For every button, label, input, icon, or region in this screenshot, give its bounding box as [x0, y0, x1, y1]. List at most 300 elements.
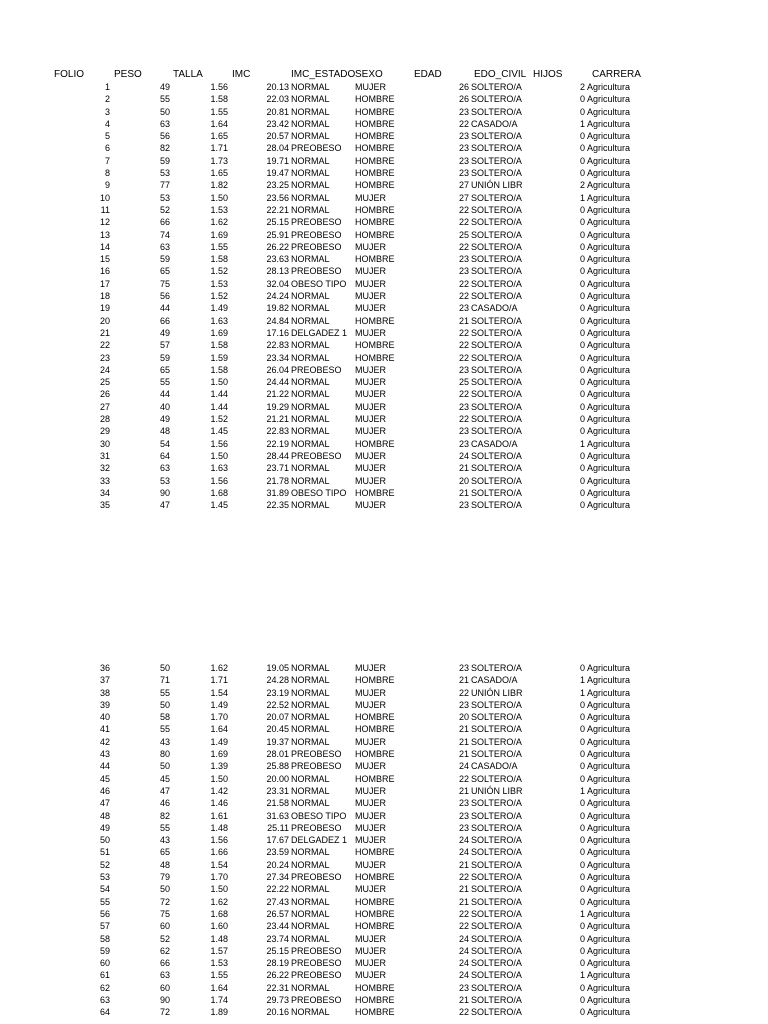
cell-imc-estado: PREOBESO	[291, 822, 342, 833]
cell-carrera: Agricultura	[587, 500, 631, 511]
header-carrera: CARRERA	[592, 69, 641, 80]
cell-carrera: Agricultura	[587, 798, 631, 809]
cell-imc-estado: NORMAL	[291, 859, 330, 870]
cell-talla: 1.50	[210, 192, 228, 203]
cell-hijos: 1	[579, 908, 585, 919]
cell-peso: 71	[159, 675, 170, 686]
cell-carrera: Agricultura	[587, 291, 631, 302]
cell-edad: 23	[458, 500, 469, 511]
cell-carrera: Agricultura	[587, 699, 631, 710]
cell-imc-estado: PREOBESO	[291, 872, 342, 883]
table-row	[0, 957, 768, 969]
cell-edad: 23	[458, 810, 469, 821]
cell-hijos: 0	[579, 773, 585, 784]
cell-carrera: Agricultura	[587, 995, 631, 1006]
table-row	[0, 93, 768, 105]
cell-talla: 1.53	[210, 958, 228, 969]
cell-folio: 17	[99, 278, 110, 289]
cell-peso: 64	[159, 450, 170, 461]
cell-sexo: MUJER	[355, 327, 386, 338]
cell-hijos: 0	[579, 933, 585, 944]
cell-imc-estado: NORMAL	[291, 155, 330, 166]
cell-imc-estado: NORMAL	[291, 352, 330, 363]
cell-peso: 82	[159, 143, 170, 154]
cell-imc: 25.15	[266, 217, 289, 228]
cell-hijos: 0	[579, 798, 585, 809]
cell-folio: 20	[99, 315, 110, 326]
cell-carrera: Agricultura	[587, 266, 631, 277]
table-row	[0, 871, 768, 883]
cell-sexo: MUJER	[355, 761, 386, 772]
cell-folio: 30	[99, 438, 110, 449]
cell-edad: 21	[458, 749, 469, 760]
cell-edo-civil: SOLTERO/A	[471, 884, 522, 895]
cell-sexo: HOMBRE	[355, 847, 395, 858]
cell-edad: 25	[458, 229, 469, 240]
cell-hijos: 0	[579, 389, 585, 400]
cell-folio: 16	[99, 266, 110, 277]
cell-imc-estado: NORMAL	[291, 118, 330, 129]
cell-edad: 22	[458, 687, 469, 698]
cell-imc: 28.13	[266, 266, 289, 277]
cell-carrera: Agricultura	[587, 475, 631, 486]
cell-carrera: Agricultura	[587, 921, 631, 932]
table-row	[0, 130, 768, 142]
cell-edad: 26	[458, 94, 469, 105]
table-row	[0, 142, 768, 154]
cell-talla: 1.55	[210, 241, 228, 252]
cell-imc-estado: NORMAL	[291, 908, 330, 919]
cell-folio: 5	[104, 131, 110, 142]
cell-carrera: Agricultura	[587, 896, 631, 907]
cell-peso: 63	[159, 970, 170, 981]
cell-imc-estado: NORMAL	[291, 884, 330, 895]
cell-folio: 64	[99, 1007, 110, 1018]
cell-imc-estado: NORMAL	[291, 773, 330, 784]
cell-talla: 1.56	[210, 82, 228, 92]
cell-imc-estado: NORMAL	[291, 736, 330, 747]
cell-peso: 57	[159, 340, 170, 351]
cell-talla: 1.82	[210, 180, 228, 191]
cell-sexo: HOMBRE	[355, 340, 395, 351]
cell-edo-civil: SOLTERO/A	[471, 266, 522, 277]
cell-folio: 10	[99, 192, 110, 203]
cell-peso: 47	[159, 785, 170, 796]
cell-hijos: 1	[579, 192, 585, 203]
cell-peso: 66	[159, 315, 170, 326]
cell-talla: 1.89	[210, 1007, 228, 1018]
cell-carrera: Agricultura	[587, 438, 631, 449]
cell-peso: 65	[159, 266, 170, 277]
cell-hijos: 0	[579, 254, 585, 265]
cell-folio: 32	[99, 463, 110, 474]
cell-hijos: 1	[579, 118, 585, 129]
table-row	[0, 302, 768, 314]
cell-imc-estado: PREOBESO	[291, 217, 342, 228]
cell-peso: 63	[159, 118, 170, 129]
cell-imc-estado: PREOBESO	[291, 143, 342, 154]
cell-peso: 49	[159, 82, 170, 92]
cell-talla: 1.58	[210, 340, 228, 351]
cell-talla: 1.49	[210, 303, 228, 314]
cell-edo-civil: UNIÓN LIBR	[471, 687, 523, 698]
cell-edad: 23	[458, 401, 469, 412]
cell-imc: 23.31	[266, 785, 289, 796]
cell-edo-civil: SOLTERO/A	[471, 143, 522, 154]
cell-edo-civil: SOLTERO/A	[471, 859, 522, 870]
cell-imc-estado: NORMAL	[291, 847, 330, 858]
table-row	[0, 920, 768, 932]
table-row	[0, 834, 768, 846]
cell-folio: 33	[99, 475, 110, 486]
cell-carrera: Agricultura	[587, 908, 631, 919]
cell-edad: 23	[458, 168, 469, 179]
table-row	[0, 1006, 768, 1018]
cell-folio: 42	[99, 736, 110, 747]
cell-carrera: Agricultura	[587, 131, 631, 142]
cell-edad: 21	[458, 896, 469, 907]
cell-imc: 23.19	[266, 687, 289, 698]
cell-folio: 56	[99, 908, 110, 919]
cell-edad: 23	[458, 699, 469, 710]
cell-imc: 19.05	[266, 663, 289, 673]
cell-sexo: HOMBRE	[355, 773, 395, 784]
table-row	[0, 475, 768, 487]
cell-imc: 22.83	[266, 426, 289, 437]
table-row	[0, 425, 768, 437]
cell-carrera: Agricultura	[587, 229, 631, 240]
cell-imc: 21.22	[266, 389, 289, 400]
cell-hijos: 0	[579, 131, 585, 142]
cell-edad: 23	[458, 155, 469, 166]
cell-imc-estado: NORMAL	[291, 921, 330, 932]
cell-talla: 1.59	[210, 352, 228, 363]
table-row	[0, 241, 768, 253]
cell-sexo: MUJER	[355, 500, 386, 511]
cell-peso: 80	[159, 749, 170, 760]
cell-edo-civil: SOLTERO/A	[471, 487, 522, 498]
cell-sexo: HOMBRE	[355, 712, 395, 723]
cell-edad: 21	[458, 859, 469, 870]
table-row	[0, 118, 768, 130]
cell-carrera: Agricultura	[587, 847, 631, 858]
table-row	[0, 81, 768, 93]
cell-hijos: 0	[579, 847, 585, 858]
cell-edo-civil: CASADO/A	[471, 118, 518, 129]
cell-carrera: Agricultura	[587, 736, 631, 747]
table-row	[0, 450, 768, 462]
cell-sexo: MUJER	[355, 785, 386, 796]
cell-imc: 28.44	[266, 450, 289, 461]
cell-carrera: Agricultura	[587, 352, 631, 363]
cell-edad: 24	[458, 450, 469, 461]
cell-peso: 59	[159, 254, 170, 265]
cell-carrera: Agricultura	[587, 675, 631, 686]
cell-imc: 19.71	[266, 155, 289, 166]
cell-imc-estado: NORMAL	[291, 401, 330, 412]
cell-peso: 48	[159, 859, 170, 870]
cell-edo-civil: SOLTERO/A	[471, 822, 522, 833]
cell-hijos: 0	[579, 958, 585, 969]
table-row	[0, 388, 768, 400]
cell-folio: 53	[99, 872, 110, 883]
cell-folio: 40	[99, 712, 110, 723]
cell-talla: 1.45	[210, 426, 228, 437]
cell-talla: 1.48	[210, 933, 228, 944]
cell-imc-estado: NORMAL	[291, 663, 330, 673]
table-row	[0, 204, 768, 216]
cell-imc: 17.67	[266, 835, 289, 846]
cell-imc-estado: NORMAL	[291, 204, 330, 215]
cell-sexo: HOMBRE	[355, 487, 395, 498]
cell-edad: 21	[458, 487, 469, 498]
cell-hijos: 0	[579, 364, 585, 375]
header-folio: FOLIO	[54, 69, 85, 80]
cell-sexo: MUJER	[355, 450, 386, 461]
cell-sexo: HOMBRE	[355, 229, 395, 240]
cell-edo-civil: SOLTERO/A	[471, 291, 522, 302]
cell-hijos: 0	[579, 291, 585, 302]
cell-folio: 21	[99, 327, 110, 338]
cell-imc: 23.59	[266, 847, 289, 858]
cell-folio: 6	[104, 143, 110, 154]
cell-hijos: 2	[579, 180, 585, 191]
cell-talla: 1.65	[210, 168, 228, 179]
cell-imc-estado: PREOBESO	[291, 749, 342, 760]
cell-talla: 1.60	[210, 921, 228, 932]
cell-imc-estado: NORMAL	[291, 798, 330, 809]
cell-peso: 55	[159, 724, 170, 735]
cell-edad: 22	[458, 217, 469, 228]
cell-edad: 22	[458, 921, 469, 932]
cell-imc: 20.45	[266, 724, 289, 735]
cell-imc: 29.73	[266, 995, 289, 1006]
cell-folio: 3	[104, 106, 110, 117]
table-row	[0, 674, 768, 686]
table-row	[0, 229, 768, 241]
cell-edo-civil: SOLTERO/A	[471, 699, 522, 710]
cell-hijos: 0	[579, 724, 585, 735]
cell-sexo: HOMBRE	[355, 143, 395, 154]
cell-folio: 26	[99, 389, 110, 400]
cell-sexo: HOMBRE	[355, 872, 395, 883]
cell-talla: 1.62	[210, 896, 228, 907]
cell-imc: 22.31	[266, 982, 289, 993]
cell-hijos: 0	[579, 663, 585, 673]
cell-carrera: Agricultura	[587, 340, 631, 351]
cell-carrera: Agricultura	[587, 315, 631, 326]
header-imc: IMC	[232, 69, 251, 80]
cell-edo-civil: SOLTERO/A	[471, 475, 522, 486]
cell-peso: 90	[159, 995, 170, 1006]
table-row	[0, 499, 768, 511]
cell-peso: 63	[159, 241, 170, 252]
cell-edad: 23	[458, 364, 469, 375]
cell-carrera: Agricultura	[587, 180, 631, 191]
cell-talla: 1.64	[210, 724, 228, 735]
table-row	[0, 155, 768, 167]
cell-edad: 22	[458, 1007, 469, 1018]
cell-talla: 1.70	[210, 712, 228, 723]
cell-imc: 26.22	[266, 970, 289, 981]
cell-edo-civil: SOLTERO/A	[471, 82, 522, 92]
cell-imc-estado: PREOBESO	[291, 364, 342, 375]
cell-imc-estado: OBESO TIPO	[291, 810, 347, 821]
cell-carrera: Agricultura	[587, 106, 631, 117]
cell-folio: 15	[99, 254, 110, 265]
cell-imc: 22.52	[266, 699, 289, 710]
cell-hijos: 0	[579, 500, 585, 511]
cell-edad: 22	[458, 327, 469, 338]
cell-edad: 23	[458, 254, 469, 265]
cell-edad: 25	[458, 377, 469, 388]
cell-hijos: 1	[579, 438, 585, 449]
cell-carrera: Agricultura	[587, 303, 631, 314]
cell-imc: 21.21	[266, 414, 289, 425]
cell-carrera: Agricultura	[587, 94, 631, 105]
cell-imc: 23.34	[266, 352, 289, 363]
cell-edad: 22	[458, 278, 469, 289]
cell-sexo: MUJER	[355, 266, 386, 277]
cell-sexo: MUJER	[355, 192, 386, 203]
cell-imc-estado: NORMAL	[291, 291, 330, 302]
cell-folio: 46	[99, 785, 110, 796]
table-row	[0, 687, 768, 699]
cell-edo-civil: SOLTERO/A	[471, 340, 522, 351]
cell-peso: 56	[159, 131, 170, 142]
cell-carrera: Agricultura	[587, 155, 631, 166]
cell-sexo: MUJER	[355, 364, 386, 375]
cell-folio: 63	[99, 995, 110, 1006]
cell-hijos: 0	[579, 896, 585, 907]
cell-edad: 23	[458, 303, 469, 314]
cell-edo-civil: SOLTERO/A	[471, 106, 522, 117]
cell-carrera: Agricultura	[587, 933, 631, 944]
cell-carrera: Agricultura	[587, 712, 631, 723]
cell-imc-estado: NORMAL	[291, 180, 330, 191]
cell-sexo: MUJER	[355, 798, 386, 809]
table-row	[0, 982, 768, 994]
cell-imc: 20.13	[266, 82, 289, 92]
cell-edo-civil: SOLTERO/A	[471, 414, 522, 425]
cell-imc-estado: DELGADEZ 1	[291, 835, 348, 846]
cell-sexo: HOMBRE	[355, 217, 395, 228]
cell-sexo: HOMBRE	[355, 724, 395, 735]
table-row	[0, 265, 768, 277]
cell-imc-estado: NORMAL	[291, 414, 330, 425]
cell-talla: 1.55	[210, 970, 228, 981]
cell-folio: 58	[99, 933, 110, 944]
cell-imc-estado: PREOBESO	[291, 761, 342, 772]
cell-imc-estado: NORMAL	[291, 699, 330, 710]
cell-folio: 62	[99, 982, 110, 993]
cell-peso: 48	[159, 426, 170, 437]
cell-talla: 1.44	[210, 389, 228, 400]
cell-hijos: 0	[579, 995, 585, 1006]
cell-edad: 23	[458, 426, 469, 437]
cell-carrera: Agricultura	[587, 687, 631, 698]
cell-edad: 21	[458, 884, 469, 895]
table-row	[0, 462, 768, 474]
cell-imc-estado: NORMAL	[291, 500, 330, 511]
cell-folio: 34	[99, 487, 110, 498]
cell-imc: 24.44	[266, 377, 289, 388]
cell-edad: 24	[458, 761, 469, 772]
cell-edo-civil: SOLTERO/A	[471, 217, 522, 228]
cell-edad: 22	[458, 204, 469, 215]
cell-imc-estado: OBESO TIPO	[291, 278, 347, 289]
cell-edo-civil: SOLTERO/A	[471, 463, 522, 474]
cell-imc: 23.71	[266, 463, 289, 474]
cell-imc: 19.47	[266, 168, 289, 179]
cell-edo-civil: SOLTERO/A	[471, 131, 522, 142]
cell-hijos: 0	[579, 106, 585, 117]
cell-imc: 24.24	[266, 291, 289, 302]
cell-imc: 21.58	[266, 798, 289, 809]
cell-talla: 1.39	[210, 761, 228, 772]
cell-peso: 50	[159, 761, 170, 772]
cell-imc-estado: NORMAL	[291, 315, 330, 326]
cell-edo-civil: SOLTERO/A	[471, 327, 522, 338]
table-row	[0, 908, 768, 920]
cell-carrera: Agricultura	[587, 970, 631, 981]
cell-folio: 60	[99, 958, 110, 969]
cell-sexo: HOMBRE	[355, 749, 395, 760]
cell-imc-estado: PREOBESO	[291, 970, 342, 981]
cell-peso: 55	[159, 687, 170, 698]
cell-peso: 43	[159, 835, 170, 846]
cell-talla: 1.52	[210, 291, 228, 302]
cell-carrera: Agricultura	[587, 143, 631, 154]
cell-hijos: 0	[579, 712, 585, 723]
cell-folio: 18	[99, 291, 110, 302]
cell-hijos: 0	[579, 810, 585, 821]
cell-edo-civil: SOLTERO/A	[471, 724, 522, 735]
cell-talla: 1.56	[210, 438, 228, 449]
cell-carrera: Agricultura	[587, 822, 631, 833]
cell-edo-civil: SOLTERO/A	[471, 155, 522, 166]
table-row	[0, 192, 768, 204]
cell-edo-civil: SOLTERO/A	[471, 204, 522, 215]
cell-edad: 21	[458, 736, 469, 747]
cell-edo-civil: SOLTERO/A	[471, 958, 522, 969]
cell-peso: 58	[159, 712, 170, 723]
cell-peso: 52	[159, 933, 170, 944]
cell-edo-civil: SOLTERO/A	[471, 736, 522, 747]
cell-talla: 1.42	[210, 785, 228, 796]
cell-folio: 39	[99, 699, 110, 710]
cell-edad: 21	[458, 463, 469, 474]
cell-edo-civil: SOLTERO/A	[471, 773, 522, 784]
cell-talla: 1.64	[210, 118, 228, 129]
cell-imc-estado: NORMAL	[291, 896, 330, 907]
cell-carrera: Agricultura	[587, 487, 631, 498]
cell-folio: 61	[99, 970, 110, 981]
cell-edad: 20	[458, 475, 469, 486]
cell-edo-civil: SOLTERO/A	[471, 1007, 522, 1018]
cell-sexo: HOMBRE	[355, 908, 395, 919]
cell-sexo: MUJER	[355, 241, 386, 252]
cell-hijos: 0	[579, 229, 585, 240]
cell-imc-estado: NORMAL	[291, 426, 330, 437]
cell-peso: 49	[159, 327, 170, 338]
cell-edo-civil: UNIÓN LIBR	[471, 785, 523, 796]
cell-peso: 49	[159, 414, 170, 425]
cell-edad: 22	[458, 908, 469, 919]
cell-edad: 23	[458, 663, 469, 673]
cell-hijos: 0	[579, 699, 585, 710]
cell-edad: 22	[458, 389, 469, 400]
